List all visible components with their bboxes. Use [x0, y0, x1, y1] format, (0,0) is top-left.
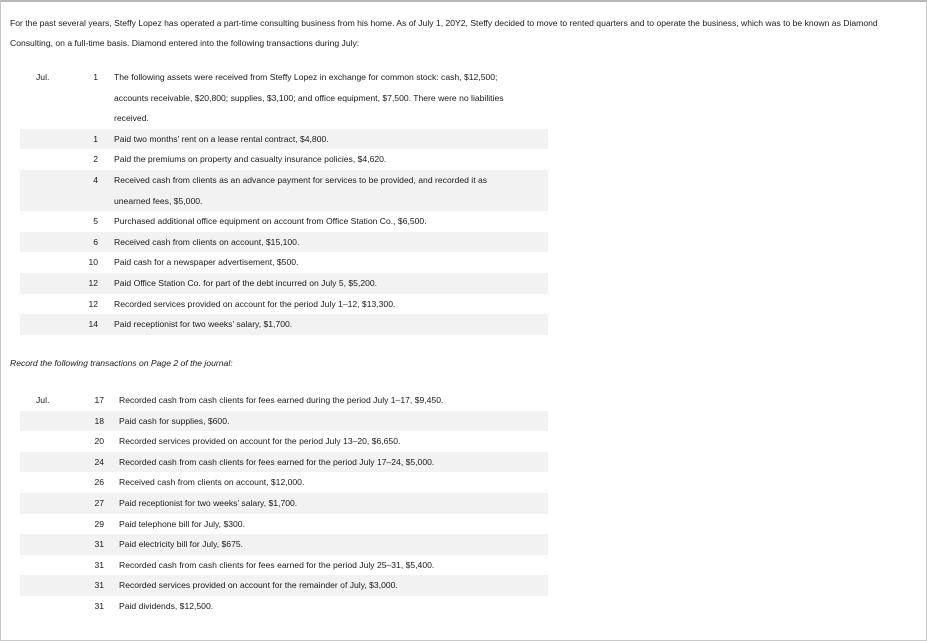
transaction-text: Paid the premiums on property and casualty insurance policies, $4,620.	[114, 154, 387, 165]
month-cell	[20, 211, 76, 232]
transaction-row	[20, 493, 548, 514]
day-cell: 2	[93, 154, 98, 165]
month-cell	[20, 555, 81, 576]
day-cell: 31	[94, 600, 104, 611]
transaction-text: Purchased additional office equipment on account from Office Station Co., $6,500.	[114, 216, 427, 227]
month-cell	[20, 191, 76, 212]
transaction-text: Recorded cash from cash clients for fees earned for the period July 25–31, $5,400.	[119, 559, 435, 570]
month-cell	[20, 314, 76, 335]
day-cell: 6	[76, 232, 98, 253]
transaction-text: received.	[114, 113, 149, 124]
transaction-row	[20, 88, 548, 109]
month-cell	[20, 596, 81, 617]
transaction-row	[20, 431, 548, 452]
intro-paragraph: For the past several years, Steffy Lopez has operated a part-time consulting business from his home. As of July 1, 20Y2, Steffy decided to move to rented quarters and to operate the business, which was to be known as Diamond Consulting, on a full-time basis. Diamond entered into the following transactions during July:	[10, 18, 878, 48]
day-cell: 31	[81, 575, 104, 596]
day-cell: 26	[94, 477, 104, 488]
transaction-row	[20, 129, 548, 150]
month-cell	[20, 575, 81, 596]
month-cell	[20, 170, 76, 191]
month-cell	[20, 493, 81, 514]
journal-instruction: Record the following transactions on Page 2 of the journal:	[10, 358, 233, 368]
day-cell	[76, 108, 98, 129]
transaction-text: Paid telephone bill for July, $300.	[119, 518, 245, 529]
transaction-row	[20, 575, 548, 596]
transaction-row	[20, 232, 548, 253]
month-cell: Jul.	[36, 72, 50, 82]
month-cell	[20, 273, 76, 294]
day-cell: 18	[81, 411, 104, 432]
transaction-text: The following assets were received from Steffy Lopez in exchange for common stock: cash, $12,500;	[114, 72, 498, 82]
day-cell: 14	[76, 314, 98, 335]
transaction-row	[20, 273, 548, 294]
transaction-row	[20, 534, 548, 555]
transaction-row	[20, 67, 548, 88]
transaction-row	[20, 108, 548, 129]
day-cell: 12	[76, 273, 98, 294]
month-cell	[20, 108, 76, 129]
month-cell	[20, 294, 76, 315]
transaction-text: Paid receptionist for two weeks’ salary, $1,700.	[104, 493, 548, 514]
month-cell: Jul.	[36, 395, 50, 405]
transaction-text: Recorded services provided on account for the period July 1–12, $13,300.	[114, 298, 396, 309]
transaction-text: Paid cash for a newspaper advertisement, $500.	[114, 257, 299, 268]
transaction-text: Recorded cash from cash clients for fees earned during the period July 1–17, $9,450.	[119, 395, 444, 405]
day-cell: 10	[88, 257, 98, 268]
transaction-text: Recorded cash from cash clients for fees earned for the period July 17–24, $5,000.	[104, 452, 548, 473]
transaction-text: Recorded services provided on account for the remainder of July, $3,000.	[104, 575, 548, 596]
day-cell: 12	[88, 298, 98, 309]
month-cell	[20, 129, 76, 150]
transaction-text: Paid dividends, $12,500.	[119, 600, 214, 611]
transaction-text: unearned fees, $5,000.	[98, 191, 548, 212]
transaction-text: Recorded services provided on account for the period July 13–20, $6,650.	[119, 436, 401, 447]
transaction-text: accounts receivable, $20,800; supplies, $3,100; and office equipment, $7,500. There were no liabilities	[114, 92, 504, 103]
transaction-text: Received cash from clients as an advance payment for services to be provided, and recorded it as	[98, 170, 548, 191]
day-cell	[76, 191, 98, 212]
transaction-row	[20, 411, 548, 432]
month-cell	[20, 534, 81, 555]
transaction-text: Paid two months’ rent on a lease rental contract, $4,800.	[98, 129, 548, 150]
transaction-text: Paid Office Station Co. for part of the debt incurred on July 5, $5,200.	[98, 273, 548, 294]
transaction-row	[20, 596, 548, 617]
month-cell	[20, 452, 81, 473]
transaction-row	[20, 514, 548, 535]
day-cell: 20	[94, 436, 104, 447]
day-cell: 27	[81, 493, 104, 514]
day-cell: 5	[93, 216, 98, 227]
transaction-text: Paid receptionist for two weeks’ salary, $1,700.	[98, 314, 548, 335]
transaction-row	[20, 452, 548, 473]
transaction-row	[20, 555, 548, 576]
transaction-text: Paid electricity bill for July, $675.	[104, 534, 548, 555]
month-cell	[20, 472, 81, 493]
transactions-table-page-1	[20, 67, 548, 335]
month-cell	[20, 149, 76, 170]
month-cell	[20, 411, 81, 432]
day-cell	[76, 88, 98, 109]
day-cell: 1	[76, 129, 98, 150]
month-cell	[20, 252, 76, 273]
month-cell	[20, 514, 81, 535]
transaction-row	[20, 211, 548, 232]
month-cell	[20, 431, 81, 452]
day-cell: 17	[94, 395, 104, 405]
transaction-row	[20, 390, 548, 411]
transaction-row	[20, 294, 548, 315]
transaction-row	[20, 149, 548, 170]
day-cell: 1	[93, 72, 98, 82]
day-cell: 4	[76, 170, 98, 191]
month-cell	[20, 232, 76, 253]
day-cell: 31	[94, 559, 104, 570]
day-cell: 29	[94, 518, 104, 529]
day-cell: 24	[81, 452, 104, 473]
transactions-table-page-2	[20, 390, 548, 617]
transaction-text: Paid cash for supplies, $600.	[104, 411, 548, 432]
transaction-row	[20, 191, 548, 212]
month-cell	[20, 88, 76, 109]
transaction-row	[20, 252, 548, 273]
transaction-row	[20, 472, 548, 493]
transaction-row	[20, 314, 548, 335]
transaction-text: Received cash from clients on account, $15,100.	[98, 232, 548, 253]
day-cell: 31	[81, 534, 104, 555]
transaction-text: Received cash from clients on account, $12,000.	[119, 477, 305, 488]
transaction-row	[20, 170, 548, 191]
